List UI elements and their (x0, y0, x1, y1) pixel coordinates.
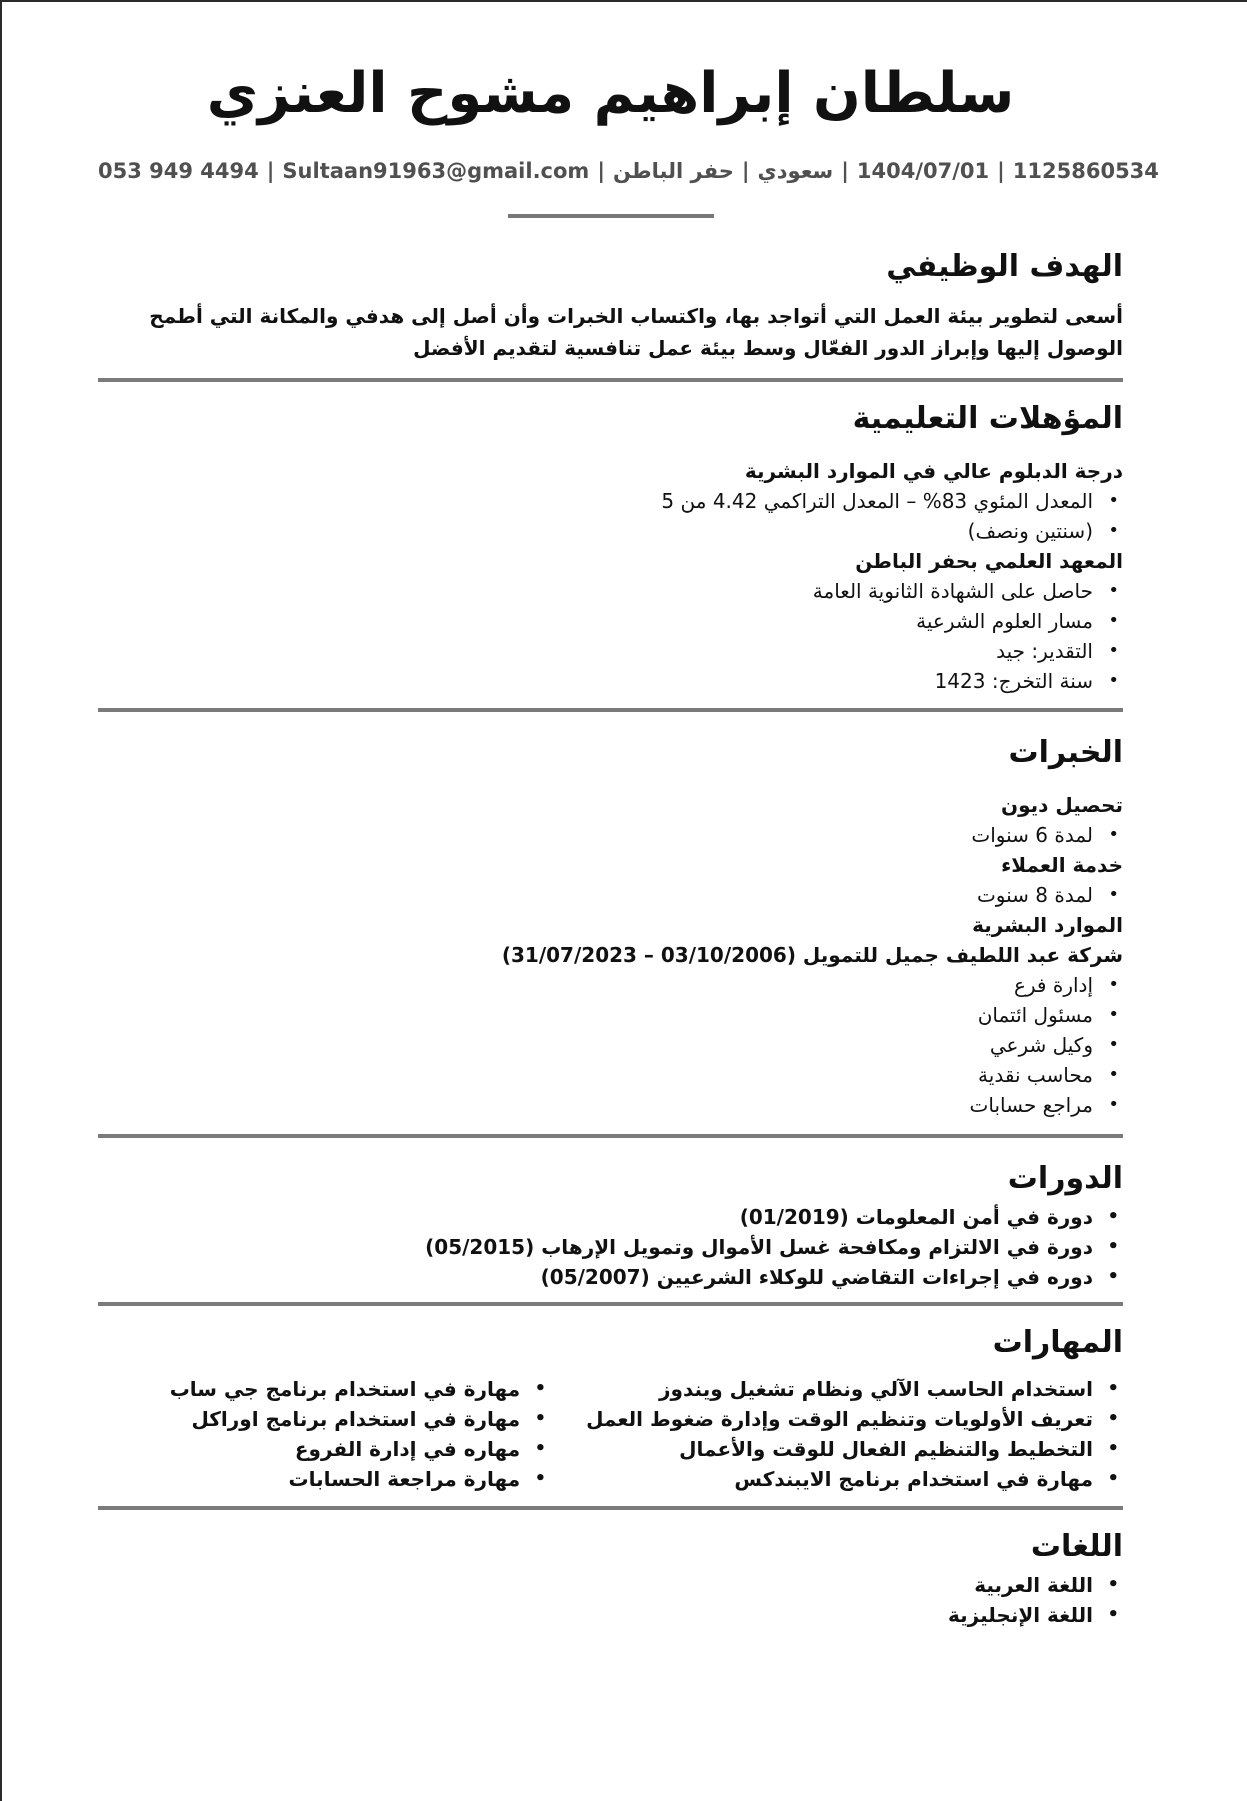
section-divider (98, 1134, 1123, 1138)
objective-title: الهدف الوظيفي (886, 249, 1123, 284)
list-item: • استخدام الحاسب الآلي ونظام تشغيل ويندوز (586, 1374, 1123, 1404)
list-item: • وكيل شرعي (98, 1030, 1123, 1060)
list-item: • دورة في أمن المعلومات (01/2019) (98, 1202, 1123, 1232)
experience-entry-title: تحصيل ديون (1001, 793, 1123, 817)
languages-section (98, 1524, 1123, 1630)
list-item: • مهارة مراجعة الحسابات (170, 1464, 550, 1494)
list-item: • (سنتين ونصف) (98, 516, 1123, 546)
contact-separator: | (841, 159, 849, 183)
experience-entry (98, 940, 1123, 1120)
candidate-name: سلطان إبراهيم مشوح العنزي (206, 61, 1015, 126)
list-item: • لمدة 6 سنوات (98, 820, 1123, 850)
section-divider (98, 1302, 1123, 1306)
education-title: المؤهلات التعليمية (852, 401, 1123, 436)
experience-entry-list (98, 820, 1123, 850)
courses-list (98, 1202, 1123, 1292)
list-item: • دوره في إجراءات التقاضي للوكلاء الشرعيين (05/2007) (98, 1262, 1123, 1292)
experience-entry-list (98, 880, 1123, 910)
contact-email: Sultaan91963@gmail.com (282, 159, 590, 183)
list-item: • التقدير: جيد (98, 636, 1123, 666)
experience-entry (98, 850, 1123, 910)
education-entry-title: المعهد العلمي بحفر الباطن (855, 549, 1123, 573)
education-entry (98, 456, 1123, 546)
experience-title: الخبرات (1008, 735, 1123, 770)
skills-grid (98, 1374, 1123, 1494)
experience-entry-title: شركة عبد اللطيف جميل للتمويل (03/10/2006 – 31/07/2023) (501, 943, 1123, 967)
contact-phone: 053 949 4494 (98, 159, 259, 183)
skills-column-left (170, 1374, 550, 1494)
objective-text: أسعى لتطوير بيئة العمل التي أتواجد بها، واكتساب الخبرات وأن أصل إلى هدفي والمكانة التي أطمح الوصول إليها وإبراز الدور الفعّال وسط بيئة عمل تنافسية لتقديم الأفضل (149, 304, 1123, 360)
list-item: • محاسب نقدية (98, 1060, 1123, 1090)
list-item: • التخطيط والتنظيم الفعال للوقت والأعمال (586, 1434, 1123, 1464)
list-item: • تعريف الأولويات وتنظيم الوقت وإدارة ضغوط العمل (586, 1404, 1123, 1434)
courses-title: الدورات (1007, 1161, 1123, 1196)
languages-title: اللغات (1030, 1529, 1123, 1564)
contact-birth-date: 1404/07/01 (856, 159, 990, 183)
education-entry-title: درجة الدبلوم عالي في الموارد البشرية (744, 459, 1123, 483)
experience-section (98, 730, 1123, 1120)
education-entry-list (98, 576, 1123, 696)
list-item: • اللغة العربية (98, 1570, 1123, 1600)
education-section (98, 396, 1123, 696)
education-entry-list (98, 486, 1123, 546)
experience-entry (98, 790, 1123, 850)
list-item: • مسار العلوم الشرعية (98, 606, 1123, 636)
section-divider (98, 708, 1123, 712)
list-item: • دورة في الالتزام ومكافحة غسل الأموال وتمويل الإرهاب (05/2015) (98, 1232, 1123, 1262)
contact-line (98, 152, 1159, 190)
list-item: • حاصل على الشهادة الثانوية العامة (98, 576, 1123, 606)
experience-entry-title: الموارد البشرية (972, 913, 1123, 937)
list-item: • سنة التخرج: 1423 (98, 666, 1123, 696)
skills-column-right (586, 1374, 1123, 1494)
contact-nationality: سعودي (757, 159, 834, 183)
experience-entry (98, 910, 1123, 940)
section-divider (98, 1506, 1123, 1510)
experience-entry-title: خدمة العملاء (1001, 853, 1123, 877)
contact-id-number: 1125860534 (1012, 159, 1159, 183)
list-item: • مهارة في استخدام برنامج الايبندكس (586, 1464, 1123, 1494)
contact-separator: | (741, 159, 750, 183)
list-item: • لمدة 8 سنوت (98, 880, 1123, 910)
resume-content (98, 2, 1159, 1630)
list-item: • اللغة الإنجليزية (98, 1600, 1123, 1630)
list-item: • مراجع حسابات (98, 1090, 1123, 1120)
contact-separator: | (266, 159, 275, 183)
section-divider (98, 378, 1123, 382)
courses-section (98, 1156, 1123, 1292)
contact-separator: | (997, 159, 1005, 183)
objective-section (98, 244, 1123, 364)
experience-entry-list (98, 970, 1123, 1120)
languages-list (98, 1570, 1123, 1630)
contact-separator: | (597, 159, 605, 183)
list-item: • المعدل المئوي 83% – المعدل التراكمي 4.42 من 5 (98, 486, 1123, 516)
list-item: • مهاره في إدارة الفروع (170, 1434, 550, 1464)
contact-city: حفر الباطن (612, 159, 734, 183)
list-item: • مهارة في استخدام برنامج اوراكل (170, 1404, 550, 1434)
list-item: • مسئول ائتمان (98, 1000, 1123, 1030)
skills-title: المهارات (992, 1325, 1123, 1360)
header-divider (508, 214, 714, 218)
education-entry (98, 546, 1123, 696)
list-item: • إدارة فرع (98, 970, 1123, 1000)
skills-section (98, 1320, 1123, 1494)
list-item: • مهارة في استخدام برنامج جي ساب (170, 1374, 550, 1404)
